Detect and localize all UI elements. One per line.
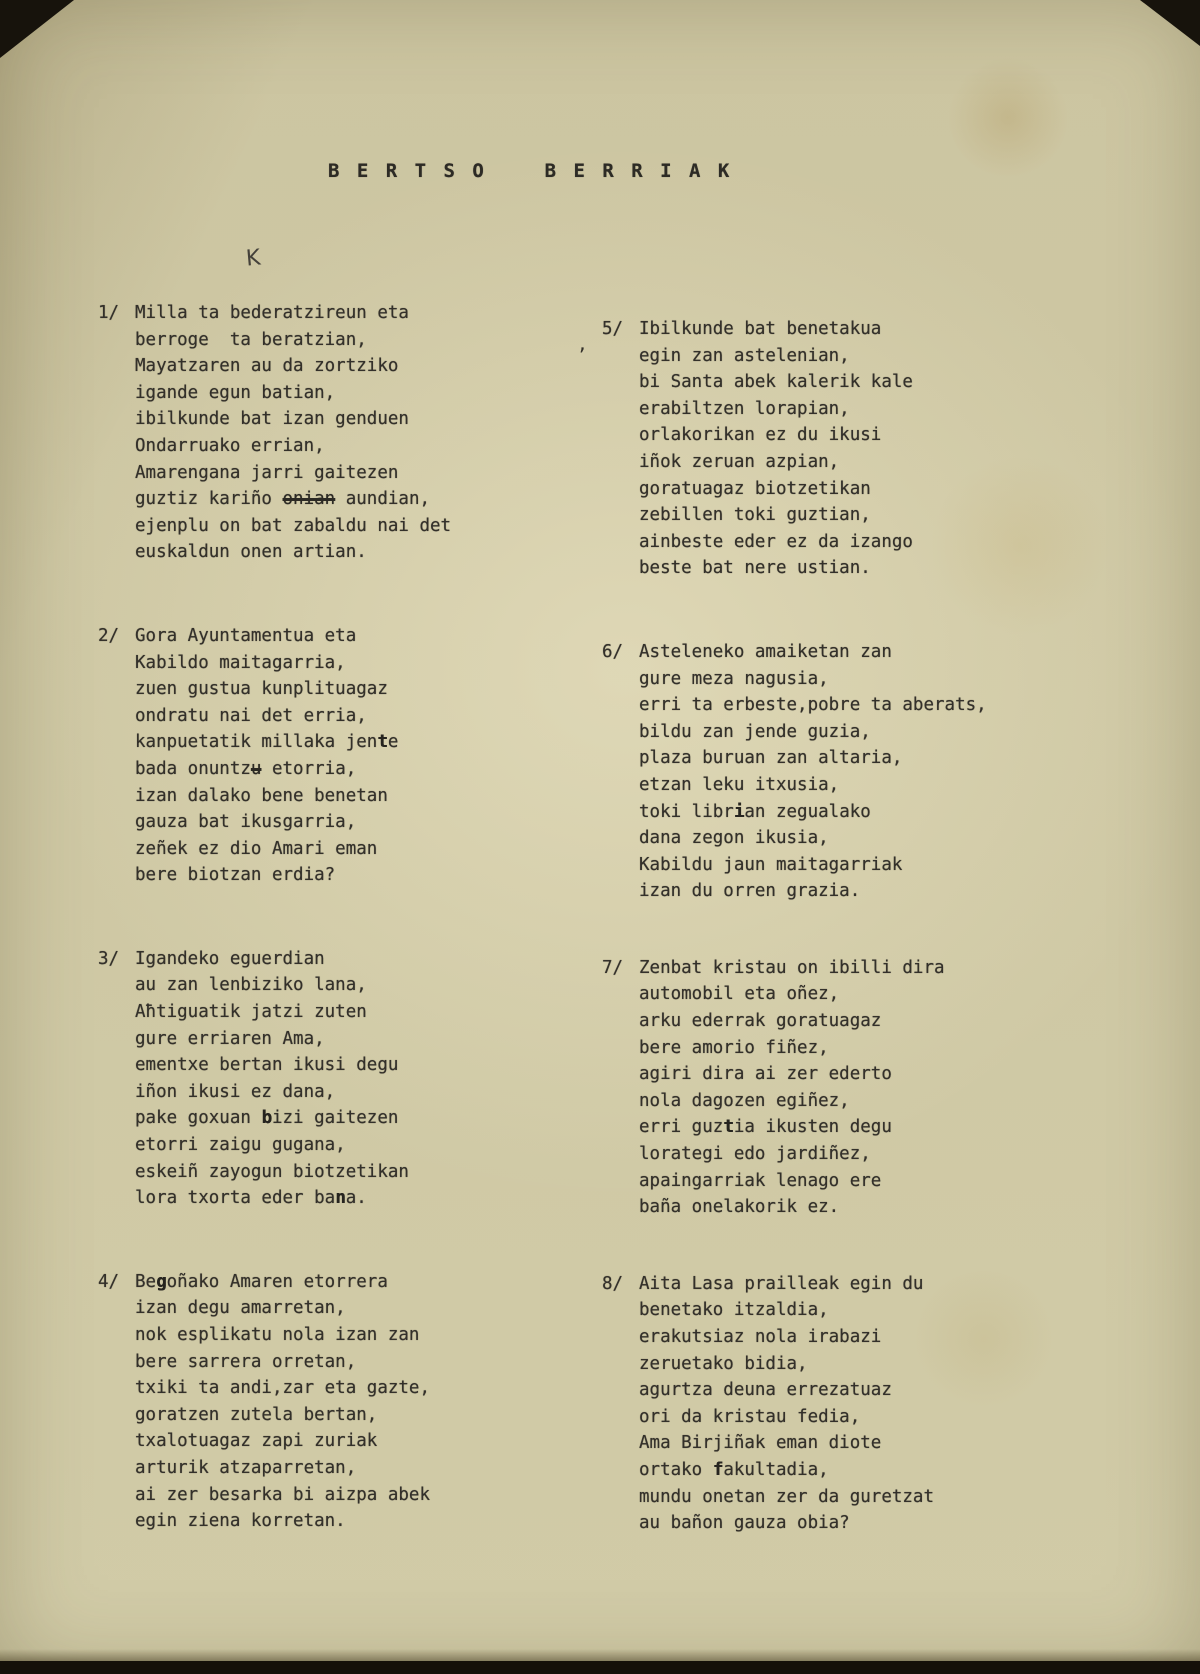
verse-line: etzan leku itxusia, [639, 774, 840, 795]
verse-block [98, 1269, 578, 1535]
verse-line: Milla ta bederatzireun eta [135, 303, 409, 323]
verse-line: egin ziena korretan. [135, 1511, 346, 1532]
verse-line: Zenbat kristau on ibilli dira [639, 957, 945, 978]
verse-line: toki librian zegualako [639, 801, 871, 822]
verse-number: 2/ [98, 625, 120, 646]
page-title: B E R T S O B E R R I A K [328, 160, 733, 182]
verse-line: au bañon gauza obia? [639, 1513, 850, 1534]
verse-line: eskeiñ zayogun biotzetikan [135, 1161, 409, 1182]
verse-block [602, 639, 1182, 905]
verse-number: 6/ [602, 641, 624, 662]
verse-line: ortako fakultadia, [639, 1459, 829, 1480]
verse-block [602, 316, 1182, 582]
verse-line: lora txorta eder bana. [135, 1188, 367, 1209]
verse-line: Kabildu jaun maitagarriak [639, 854, 903, 875]
verse-line: zuen gustua kunplituagaz [135, 679, 388, 700]
verse-line: lorategi edo jardiñez, [639, 1144, 871, 1165]
verse-line: Aita Lasa prailleak egin du [639, 1273, 924, 1294]
verse-line: goratzen zutela bertan, [135, 1404, 378, 1425]
verse-line: arturik atzaparretan, [135, 1457, 357, 1478]
verse-line: gure erriaren Ama, [135, 1028, 325, 1049]
verse-line: dana zegon ikusia, [639, 828, 829, 849]
verse-line: Amarengana jarri gaitezen [135, 462, 399, 483]
verse-line: Aħtiguatik jatzi zuten [135, 1002, 367, 1023]
verse-line: ori da kristau fedia, [639, 1406, 861, 1427]
verse-line: bildu zan jende guzia, [639, 721, 871, 742]
verse-line: berroge ta beratzian, [135, 329, 367, 350]
scan-edge-bottom [0, 1661, 1200, 1674]
verse-line: iñon ikusi ez dana, [135, 1081, 336, 1102]
verse-line: erri guztia ikusten degu [639, 1117, 892, 1138]
stray-typewriter-mark: , [577, 334, 588, 355]
verse-block [602, 955, 1182, 1221]
verse-line: Igandeko eguerdian [135, 948, 325, 969]
verse-line: beste bat nere ustian. [639, 558, 871, 579]
verse-line: agiri dira ai zer ederto [639, 1064, 892, 1085]
verse-line: egin zan astelenian, [639, 345, 850, 366]
verse-line: bi Santa abek kalerik kale [639, 372, 913, 393]
verse-line: zebillen toki guztian, [639, 505, 871, 526]
verse-number: 4/ [98, 1271, 120, 1292]
verse-line: guztiz kariño onian aundian, [135, 489, 431, 510]
verse-number: 8/ [602, 1273, 624, 1294]
verse-line: bere biotzan erdia? [135, 865, 336, 886]
verse-line: bada onuntzu etorria, [135, 758, 357, 779]
verse-line: baña onelakorik ez. [639, 1197, 840, 1218]
verse-line: Gora Ayuntamentua eta [135, 625, 357, 646]
verse-line: etorri zaigu gugana, [135, 1135, 346, 1156]
verse-line: mundu onetan zer da guretzat [639, 1486, 935, 1507]
verse-line: apaingarriak lenago ere [639, 1170, 882, 1191]
verse-line: gure meza nagusia, [639, 668, 829, 689]
verse-line: txalotuagaz zapi zuriak [135, 1431, 378, 1452]
verse-line: au zan lenbiziko lana, [135, 975, 367, 996]
verse-line: euskaldun onen artian. [135, 542, 367, 563]
verse-block [98, 946, 578, 1212]
verse-line: Ondarruako errian, [135, 435, 325, 456]
verse-line: txiki ta andi,zar eta gazte, [135, 1378, 431, 1399]
verse-line: izan dalako bene benetan [135, 785, 388, 806]
verse-line: igande egun batian, [135, 382, 336, 403]
verse-number: 5/ [602, 319, 624, 339]
verse-line: erri ta erbeste,pobre ta aberats, [639, 695, 987, 716]
verse-line: izan degu amarretan, [135, 1298, 346, 1319]
verse-line: Kabildo maitagarria, [135, 652, 346, 673]
verse-line: ondratu nai det erria, [135, 705, 367, 726]
verse-line: pake goxuan bizi gaitezen [135, 1108, 399, 1129]
verse-block [98, 623, 578, 889]
verse-line: Ama Birjiñak eman diote [639, 1433, 882, 1454]
verse-line: erabiltzen lorapian, [639, 398, 850, 419]
scan-corner-shadow-top-left [0, 0, 74, 58]
verse-line: automobil eta oñez, [639, 984, 840, 1005]
verse-line: plaza buruan zan altaria, [639, 748, 903, 769]
scan-corner-shadow-top-right [1140, 0, 1200, 46]
verse-line: agurtza deuna errezatuaz [639, 1380, 892, 1401]
verse-line: Ibilkunde bat benetakua [639, 319, 882, 339]
verse-line: zeruetako bidia, [639, 1353, 808, 1374]
verse-line: gauza bat ikusgarria, [135, 812, 357, 833]
verse-line: iñok zeruan azpian, [639, 451, 840, 472]
verse-line: nola dagozen egiñez, [639, 1090, 850, 1111]
verse-number: 7/ [602, 957, 624, 978]
verse-line: arku ederrak goratuagaz [639, 1011, 882, 1032]
verse-line: bere amorio fiñez, [639, 1037, 829, 1058]
verse-line: erakutsiaz nola irabazi [639, 1327, 882, 1347]
verse-line: ibilkunde bat izan genduen [135, 409, 409, 430]
verse-line: Mayatzaren au da zortziko [135, 356, 399, 377]
verse-line: ai zer besarka bi aizpa abek [135, 1484, 431, 1505]
verse-line: Begoñako Amaren etorrera [135, 1271, 388, 1292]
verse-line: izan du orren grazia. [639, 881, 861, 902]
verse-line: ejenplu on bat zabaldu nai det [135, 515, 452, 536]
verse-line: goratuagaz biotzetikan [639, 478, 871, 499]
scan-bottom-shade [0, 1649, 1200, 1661]
verse-number: 1/ [98, 303, 120, 323]
verse-line: zeñek ez dio Amari eman [135, 838, 378, 859]
verses-column-right [602, 316, 1182, 1594]
verse-line: Asteleneko amaiketan zan [639, 641, 892, 662]
handwritten-annotation: K [244, 245, 262, 272]
verse-line: ainbeste eder ez da izango [639, 531, 913, 552]
verse-line: nok esplikatu nola izan zan [135, 1325, 420, 1345]
verse-block [98, 300, 578, 566]
verse-line: bere sarrera orretan, [135, 1351, 357, 1372]
verse-line: orlakorikan ez du ikusi [639, 425, 882, 446]
verses-column-left [98, 300, 578, 1592]
verse-line: kanpuetatik millaka jente [135, 732, 399, 753]
verse-number: 3/ [98, 948, 120, 969]
verse-line: benetako itzaldia, [639, 1300, 829, 1321]
verse-block [602, 1271, 1182, 1537]
verse-line: ementxe bertan ikusi degu [135, 1055, 399, 1076]
